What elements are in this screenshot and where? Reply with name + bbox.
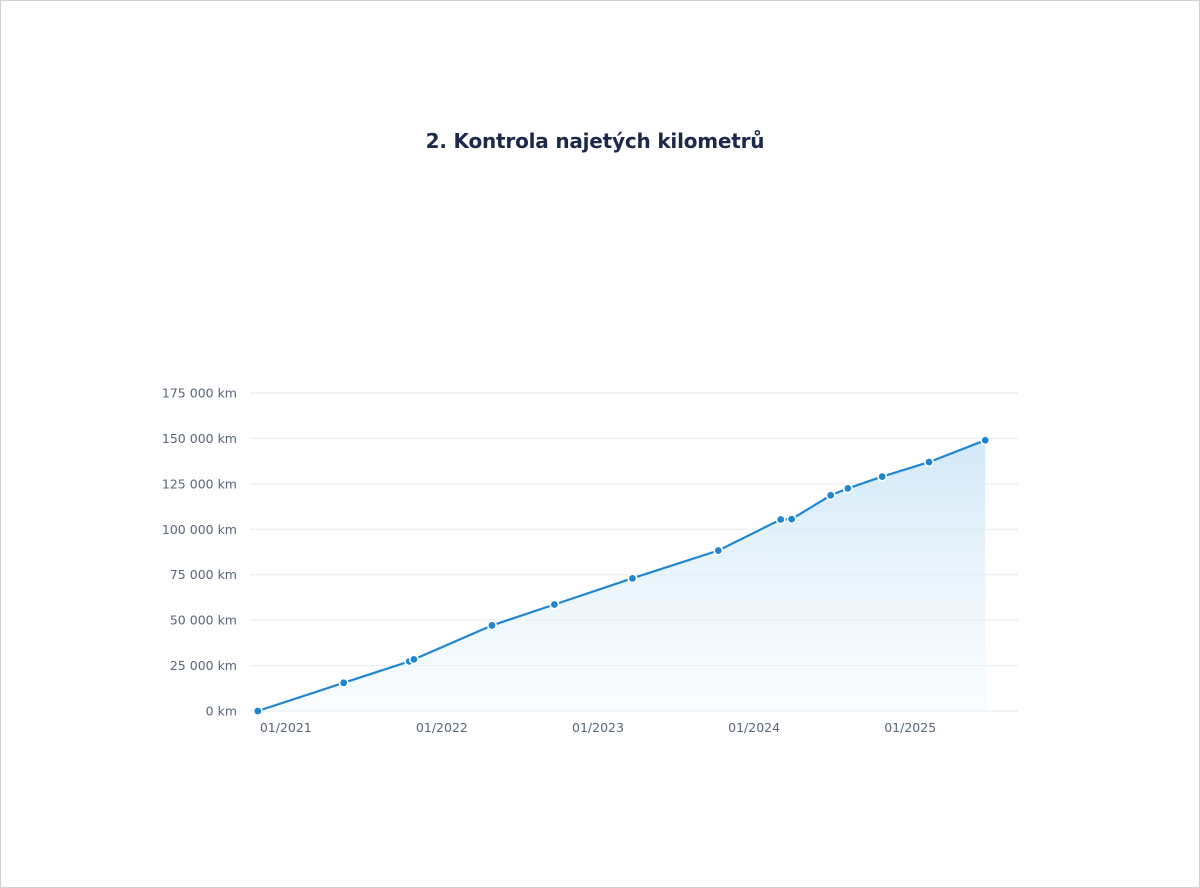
data-point[interactable] (777, 515, 785, 523)
x-tick-label: 01/2023 (572, 720, 624, 735)
data-point[interactable] (844, 484, 852, 492)
data-point[interactable] (878, 472, 886, 480)
x-tick-label: 01/2024 (728, 720, 781, 735)
data-point[interactable] (488, 621, 496, 629)
y-tick-label: 150 000 km (161, 430, 237, 446)
y-axis-ticks (162, 386, 237, 719)
data-point[interactable] (254, 707, 262, 715)
x-axis-ticks (260, 720, 936, 735)
x-tick-label: 01/2021 (259, 720, 312, 735)
data-point[interactable] (787, 515, 795, 523)
data-point[interactable] (339, 679, 347, 687)
y-tick-label: 0 km (205, 703, 237, 719)
section-title: 2. Kontrola najetých kilometrů (425, 129, 765, 153)
y-tick-label: 125 000 km (161, 476, 237, 492)
data-point[interactable] (826, 491, 834, 499)
y-tick-label: 50 000 km (169, 612, 237, 628)
x-tick-label: 01/2025 (884, 720, 937, 735)
mileage-area (258, 440, 985, 711)
x-tick-label: 01/2022 (415, 720, 468, 735)
y-tick-label: 175 000 km (161, 385, 237, 401)
data-point[interactable] (925, 458, 933, 466)
data-point[interactable] (410, 655, 418, 663)
y-tick-label: 75 000 km (169, 567, 237, 583)
y-tick-label: 100 000 km (161, 521, 237, 537)
y-tick-label: 25 000 km (169, 658, 237, 674)
data-point[interactable] (981, 436, 989, 444)
data-point[interactable] (628, 574, 636, 582)
data-point[interactable] (714, 546, 722, 554)
data-point[interactable] (550, 600, 558, 608)
mileage-chart (150, 375, 1030, 750)
